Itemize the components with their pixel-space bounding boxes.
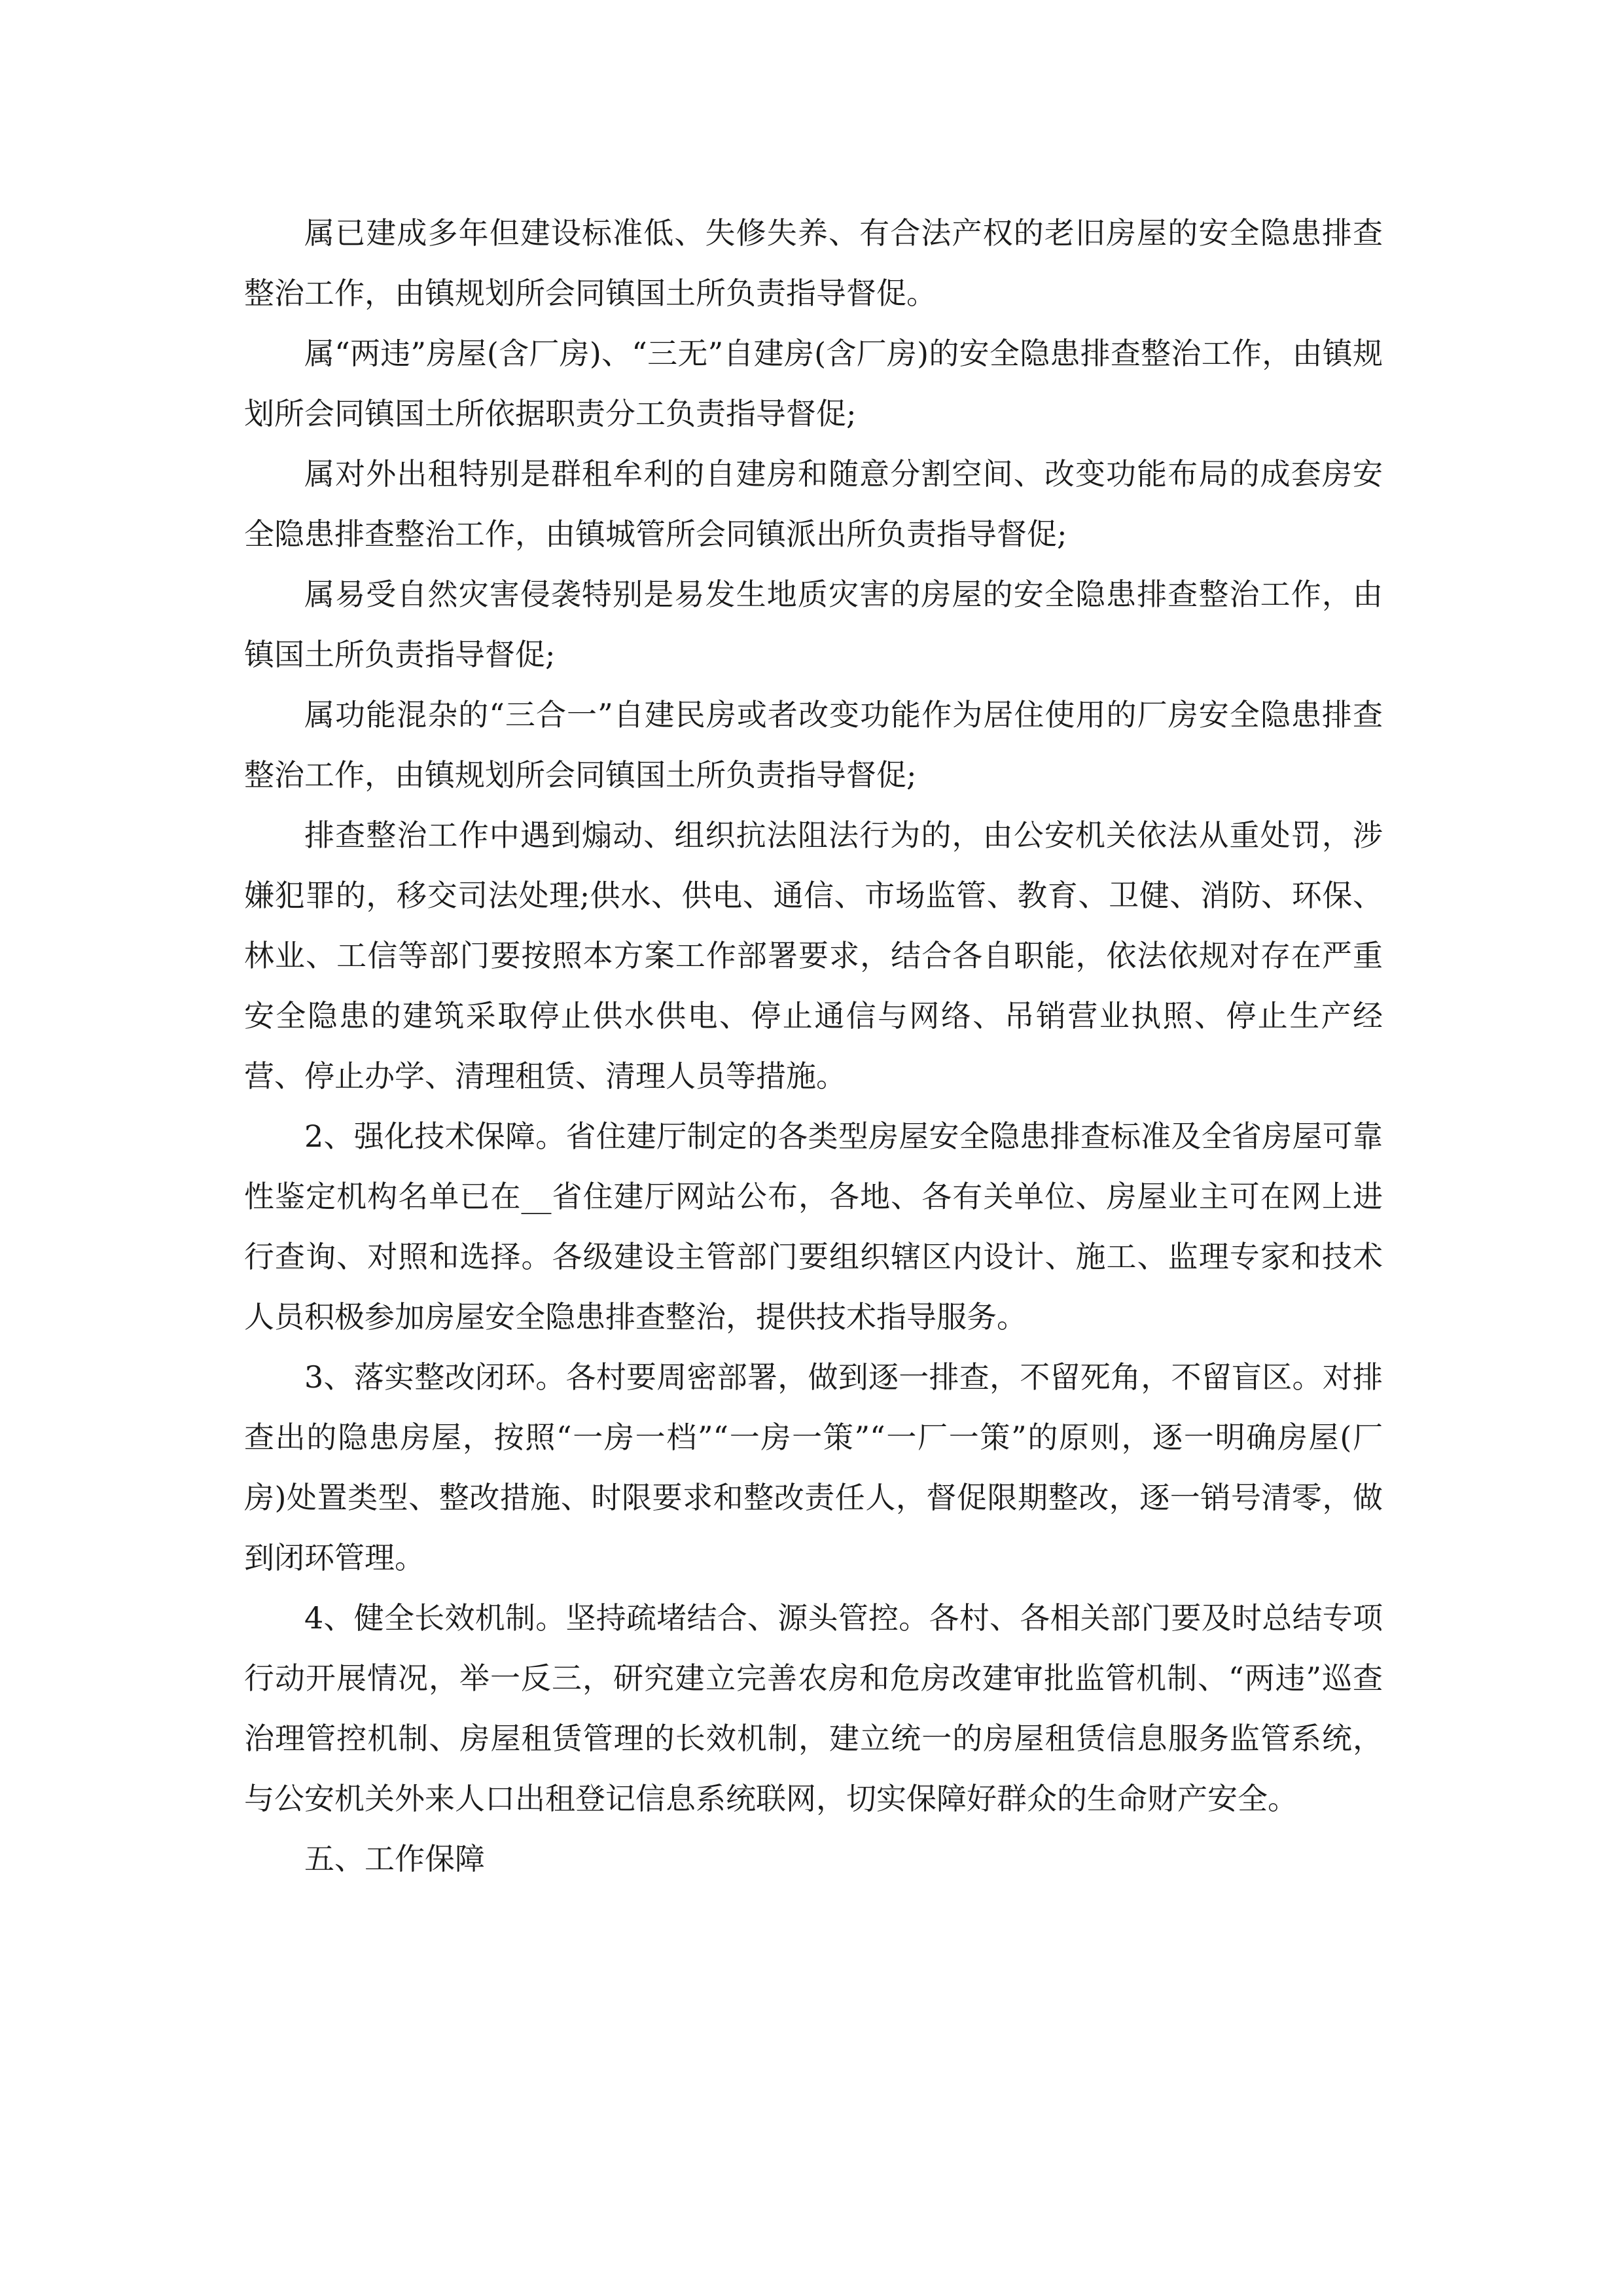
paragraph-long-term-mechanism: 4、健全长效机制。坚持疏堵结合、源头管控。各村、各相关部门要及时总结专项行动开展情况，举一反三，研究建立完善农房和危房改建审批监管机制、“两违”巡查治理管控机制、房屋租赁管理的长效机制，建立统一的房屋租赁信息服务监管系统，与公安机关外来人口出租登记信息系统联网，切实保障好群众的生命财产安全。 [244, 1600, 1383, 1816]
paragraph-rental-houses: 属对外出租特别是群租牟利的自建房和随意分割空间、改变功能布局的成套房安全隐患排查整治工作，由镇城管所会同镇派出所负责指导督促; [244, 456, 1383, 552]
paragraph-enforcement-measures: 排查整治工作中遇到煽动、组织抗法阻法行为的，由公安机关依法从重处罚，涉嫌犯罪的，移交司法处理;供水、供电、通信、市场监管、教育、卫健、消防、环保、林业、工信等部门要按照本方案工作部署要求，结合各自职能，依法依规对存在严重安全隐患的建筑采取停止供水供电、停止通信与网络、吊销营业执照、停止生产经营、停止办学、清理租赁、清理人员等措施。 [244, 817, 1383, 1094]
section-heading-work-guarantee: 五、工作保障 [304, 1841, 485, 1876]
document-body [244, 203, 1383, 1889]
paragraph-closed-loop-rectification: 3、落实整改闭环。各村要周密部署，做到逐一排查，不留死角，不留盲区。对排查出的隐患房屋，按照“一房一档”“一房一策”“一厂一策”的原则，逐一明确房屋(厂房)处置类型、整改措施、时限要求和整改责任人，督促限期整改，逐一销号清零，做到闭环管理。 [244, 1359, 1383, 1575]
paragraph-illegal-buildings: 属“两违”房屋(含厂房)、“三无”自建房(含厂房)的安全隐患排查整治工作，由镇规划所会同镇国土所依据职责分工负责指导督促; [244, 336, 1383, 431]
paragraph-old-houses: 属已建成多年但建设标准低、失修失养、有合法产权的老旧房屋的安全隐患排查整治工作，由镇规划所会同镇国土所负责指导督促。 [244, 215, 1383, 311]
paragraph-disaster-prone-houses: 属易受自然灾害侵袭特别是易发生地质灾害的房屋的安全隐患排查整治工作，由镇国土所负责指导督促; [244, 577, 1383, 672]
paragraph-mixed-use-houses: 属功能混杂的“三合一”自建民房或者改变功能作为居住使用的厂房安全隐患排查整治工作，由镇规划所会同镇国土所负责指导督促; [244, 697, 1383, 793]
paragraph-technical-support: 2、强化技术保障。省住建厅制定的各类型房屋安全隐患排查标准及全省房屋可靠性鉴定机构名单已在__省住建厅网站公布，各地、各有关单位、房屋业主可在网上进行查询、对照和选择。各级建设主管部门要组织辖区内设计、施工、监理专家和技术人员积极参加房屋安全隐患排查整治，提供技术指导服务。 [244, 1119, 1383, 1335]
